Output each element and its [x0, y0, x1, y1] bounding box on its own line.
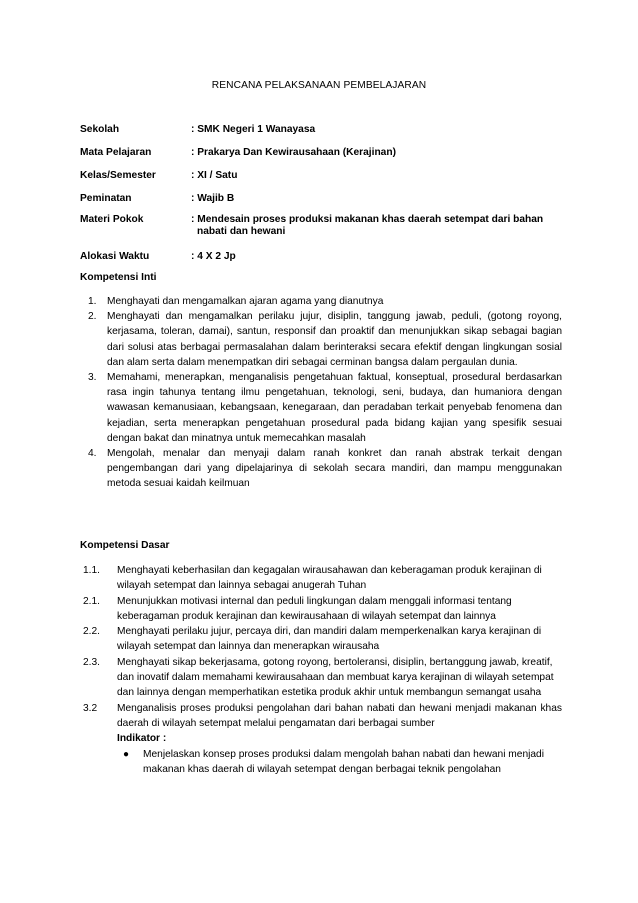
info-value: : Prakarya Dan Kewirausahaan (Kerajinan) — [191, 147, 396, 158]
list-item — [80, 563, 562, 594]
info-value-line-2: nabati dan hewani — [197, 226, 286, 238]
list-item — [80, 624, 562, 655]
list-item-number: 1.1. — [83, 565, 100, 576]
list-item — [80, 446, 562, 492]
info-value: : Wajib B — [191, 193, 235, 204]
info-label: Materi Pokok — [80, 214, 144, 225]
document-title: RENCANA PELAKSANAAN PEMBELAJARAN — [211, 80, 427, 91]
indikator-item-text: Menjelaskan konsep proses produksi dalam mengolah bahan nabati dan hewani menjadi makanan khas daerah di wilayah setempat dengan berbagai teknik pengolahan — [143, 748, 544, 775]
bullet-icon: ● — [123, 748, 130, 760]
list-item-number: 2.2. — [83, 626, 100, 638]
list-item-number: 4. — [88, 448, 97, 460]
indikator-item — [117, 747, 562, 778]
list-item — [80, 294, 562, 309]
list-item-text: Menghayati perilaku jujur, percaya diri, dan mandiri dalam memperkenalkan karya kerajinan di wilayah setempat dan lainnya dan menerapkan wirausaha — [117, 626, 542, 653]
list-item-text: Menunjukkan motivasi internal dan peduli lingkungan dalam menggali informasi tentang keberagaman produk kerajinan dan kewirausahaan di wilayah setempat dan lainnya — [117, 595, 512, 622]
list-item — [80, 655, 562, 701]
list-item — [80, 370, 562, 446]
kompetensi-dasar-heading: Kompetensi Dasar — [80, 540, 170, 551]
list-item-number: 2.1. — [83, 595, 100, 607]
info-value: : SMK Negeri 1 Wanayasa — [191, 124, 316, 135]
info-label: Alokasi Waktu — [80, 251, 150, 262]
list-item-number: 2. — [88, 311, 97, 323]
list-item-text: Menganalisis proses produksi pengolahan dari bahan nabati dan hewani menjadi makanan khas daerah di wilayah setempat melalui pengamatan dari berbagai sumber — [117, 702, 562, 729]
info-value-line-1: : Mendesain proses produksi makanan khas daerah setempat dari bahan — [191, 214, 544, 225]
list-item-number: 3. — [88, 372, 97, 384]
kompetensi-dasar-list — [80, 563, 562, 777]
kompetensi-inti-list — [80, 294, 562, 492]
info-label: Sekolah — [80, 124, 120, 135]
list-item-text: Mengolah, menalar dan menyaji dalam ranah konkret dan ranah abstrak terkait dengan pengembangan dari yang dipelajarinya di sekolah secara mandiri, dan mampu menggunakan metoda sesuai kaidah keilmuan — [107, 448, 562, 490]
list-item-text: Menghayati keberhasilan dan kegagalan wirausahawan dan keberagaman produk kerajinan di wilayah setempat dan lainnya sebagai anugerah Tuhan — [117, 565, 542, 592]
list-item — [80, 594, 562, 625]
list-item-text: Memahami, menerapkan, menganalisis pengetahuan faktual, konseptual, prosedural berdasarkan rasa ingin tahunya tentang ilmu pengetahuan, teknologi, seni, budaya, dan humaniora dengan wawasan kemanusiaan, kebangsaan, kenegaraan, dan peradaban terkait penyebab fenomena dan kejadian, serta menerapkan pengetahuan prosedural pada bidang kajian yang spesifik sesuai dengan bakat dan minatnya untuk memecahkan masalah — [107, 372, 562, 444]
list-item-number: 3.2 — [83, 702, 98, 714]
info-value: : XI / Satu — [191, 170, 238, 181]
list-item-text: Menghayati sikap bekerjasama, gotong royong, bertoleransi, disiplin, bertanggung jawab, kreatif, dan inovatif dalam memahami kewirausahaan dan membuat karya kerajinan di wilayah setempat dan lainnya dengan memperhatikan estetika produk akhir untuk membangun semangat usaha — [117, 656, 554, 699]
list-item-text: Menghayati dan mengamalkan ajaran agama yang dianutnya — [107, 296, 384, 307]
list-item-number: 2.3. — [83, 656, 100, 668]
list-item — [80, 309, 562, 370]
info-value: : 4 X 2 Jp — [191, 251, 236, 262]
list-item-text: Menghayati dan mengamalkan perilaku jujur, disiplin, tanggung jawab, peduli, (gotong royong, kerjasama, toleran, damai), santun, responsif dan proaktif dan menunjukkan sikap sebagai bagian dari solusi atas berbagai permasalahan dalam berinteraksi secara efektif dengan lingkungan sosial dan alam serta dalam menempatkan diri sebagai cerminan bangsa dalam pergaulan dunia. — [107, 311, 562, 368]
info-label: Mata Pelajaran — [80, 147, 152, 158]
info-label: Kelas/Semester — [80, 170, 156, 181]
indikator-heading: Indikator : — [117, 733, 167, 745]
kompetensi-inti-heading: Kompetensi Inti — [80, 272, 157, 283]
list-item-number: 1. — [88, 296, 97, 307]
info-value — [191, 214, 566, 238]
info-label: Peminatan — [80, 193, 132, 204]
list-item — [80, 701, 562, 777]
